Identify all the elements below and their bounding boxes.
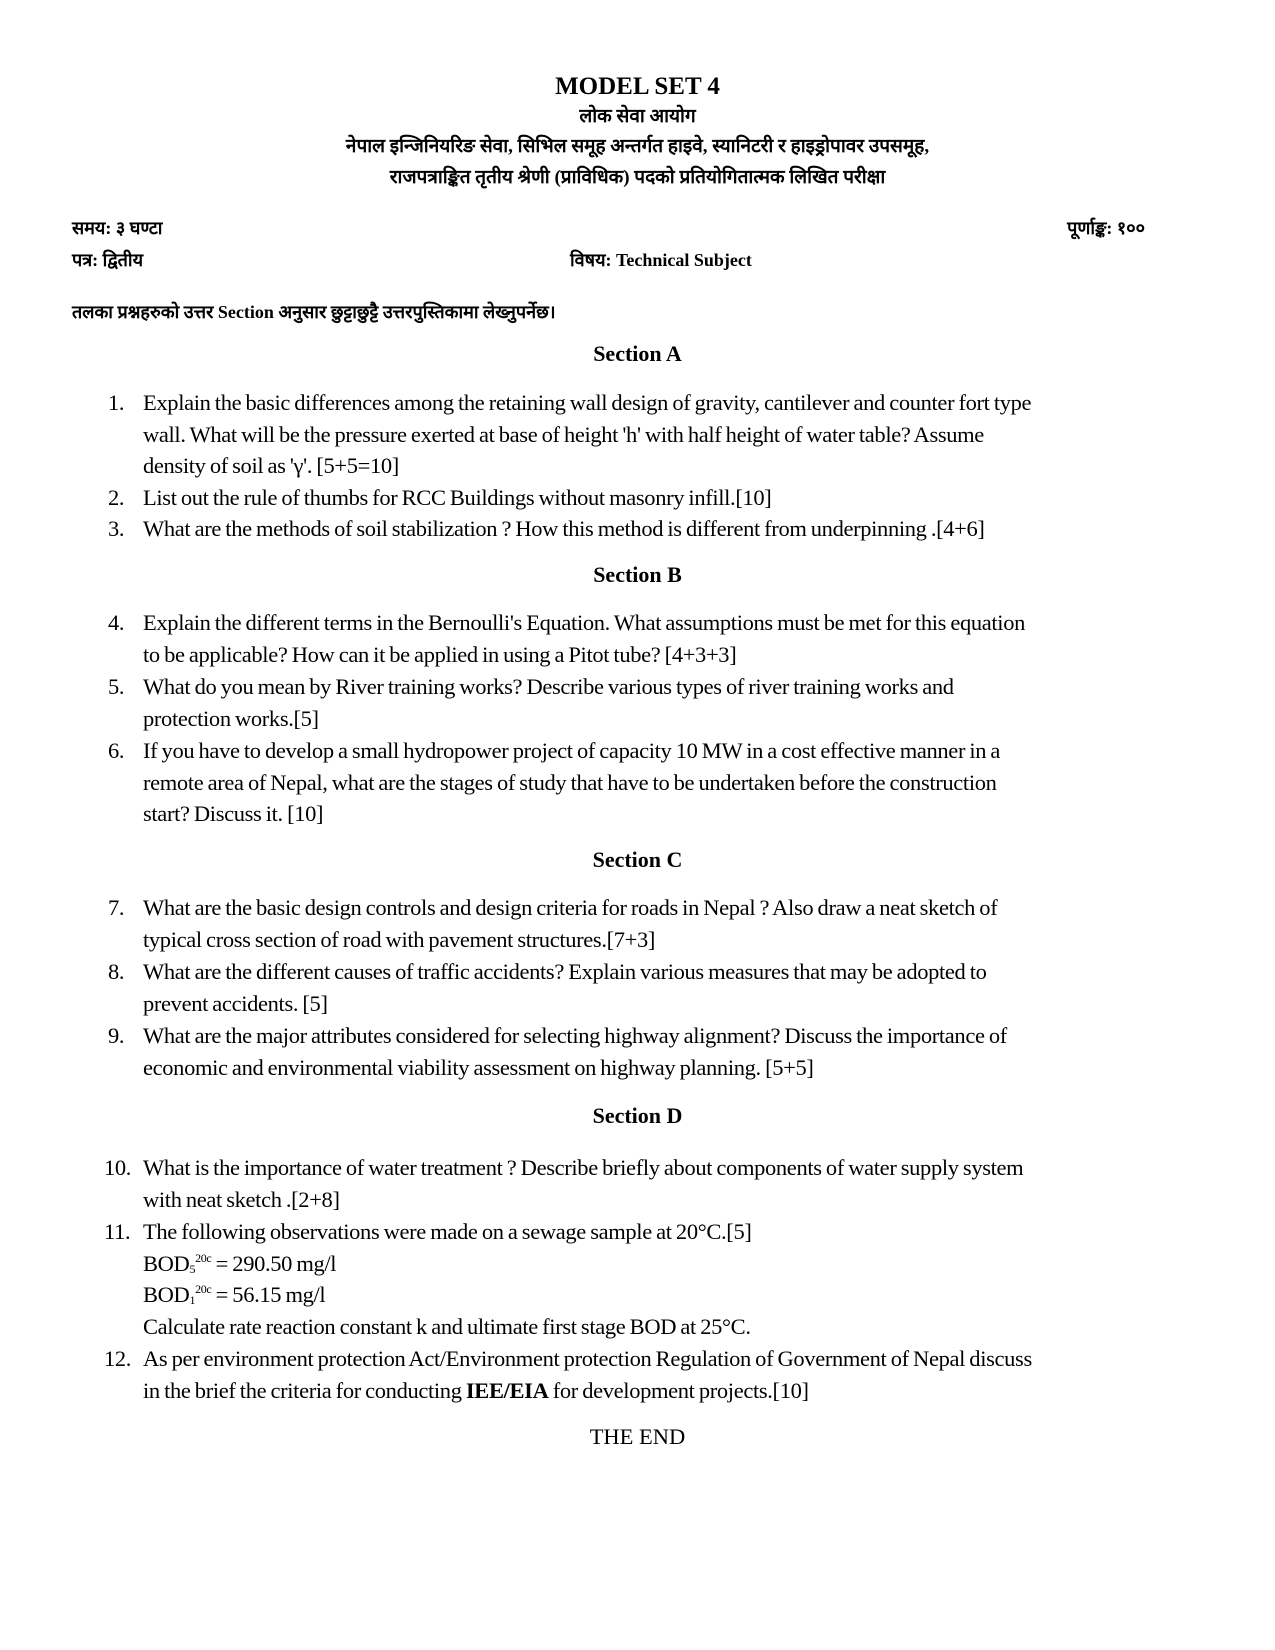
question-text: remote area of Nepal, what are the stages of study that have to be undertaken before the construction — [143, 769, 997, 795]
exam-subject: विषय: Technical Subject — [570, 250, 752, 270]
paper-number: पत्र: द्वितीय — [72, 250, 144, 270]
section-heading-d: Section D — [592, 1103, 683, 1128]
question-3 — [108, 513, 1268, 545]
exam-instruction: तलका प्रश्नहरुको उत्तर Section अनुसार छुट्टाछुट्टै उत्तरपुस्तिकामा लेख्नुपर्नेछ। — [72, 302, 556, 322]
bod-superscript: 20c — [195, 1250, 212, 1265]
question-text: Explain the different terms in the Bernoulli's Equation. What assumptions must be met for this equation — [143, 610, 1026, 635]
question-number: 2. — [108, 485, 125, 510]
question-number: 9. — [108, 1023, 125, 1048]
question-text: prevent accidents. [5] — [143, 990, 328, 1016]
bod1-observation — [143, 1279, 1264, 1311]
question-text: start? Discuss it. [10] — [143, 801, 324, 826]
question-number: 6. — [108, 738, 125, 763]
exam-subtitle-line2: राजपत्राङ्कित तृतीय श्रेणी (प्राविधिक) पदको प्रतियोगितात्मक लिखित परीक्षा — [389, 167, 886, 188]
exam-subtitle-line1: नेपाल इन्जिनियरिङ सेवा, सिभिल समूह अन्तर्गत हाइवे, स्यानिटरी र हाइड्रोपावर उपसमूह, — [345, 136, 930, 157]
bod-superscript: 20c — [195, 1282, 212, 1296]
question-text: What are the methods of soil stabilization ? How this method is different from underpinning .[4+6] — [143, 516, 985, 541]
question-11 — [104, 1216, 1264, 1342]
bod-value: = 290.50 mg/l — [211, 1250, 337, 1276]
question-text: protection works.[5] — [143, 705, 319, 731]
question-9 — [108, 1020, 1268, 1083]
question-10 — [104, 1152, 1264, 1215]
question-text: What are the different causes of traffic accidents? Explain various measures that may be adopted to — [143, 959, 987, 984]
question-text: with neat sketch .[2+8] — [143, 1186, 340, 1212]
question-text: Explain the basic differences among the retaining wall design of gravity, cantilever and counter fort type — [143, 390, 1032, 415]
bod-value: = 56.15 mg/l — [211, 1282, 326, 1307]
question-number: 8. — [108, 959, 125, 984]
question-number: 11. — [104, 1219, 131, 1244]
question-number: 5. — [108, 674, 125, 699]
question-text: to be applicable? How can it be applied in using a Pitot tube? [4+3+3] — [143, 641, 737, 667]
exam-time: समय: ३ घण्टा — [72, 218, 163, 238]
organization-name: लोक सेवा आयोग — [579, 106, 696, 127]
question-text: List out the rule of thumbs for RCC Buildings without masonry infill.[10] — [143, 485, 772, 510]
question-text: for development projects.[10] — [548, 1377, 809, 1403]
question-text: What do you mean by River training works? Describe various types of river training works and — [143, 674, 954, 699]
bod-label: BOD — [143, 1282, 190, 1307]
question-4 — [108, 607, 1268, 670]
bod-label: BOD — [143, 1250, 190, 1276]
question-number: 1. — [108, 390, 125, 415]
bod-subscript: 1 — [189, 1293, 196, 1307]
question-text: Calculate rate reaction constant k and ultimate first stage BOD at 25°C. — [143, 1313, 751, 1339]
question-number: 12. — [104, 1346, 132, 1371]
question-text: What are the major attributes considered for selecting highway alignment? Discuss the importance of — [143, 1023, 1007, 1048]
question-text: What are the basic design controls and design criteria for roads in Nepal ? Also draw a neat sketch of — [143, 895, 998, 920]
emphasis-text: IEE/EIA — [465, 1377, 549, 1403]
section-heading-c: Section C — [592, 847, 683, 872]
full-marks: पूर्णाङ्क: १०० — [1067, 218, 1145, 238]
question-text: typical cross section of road with pavement structures.[7+3] — [143, 926, 656, 952]
question-8 — [108, 956, 1268, 1019]
question-text: in the brief the criteria for conducting — [143, 1377, 466, 1403]
question-6 — [108, 735, 1268, 830]
question-text: If you have to develop a small hydropower project of capacity 10 MW in a cost effective manner in a — [143, 738, 1001, 763]
question-7 — [108, 892, 1268, 955]
question-1 — [108, 387, 1268, 482]
question-text: As per environment protection Act/Environment protection Regulation of Government of Nepal discuss — [143, 1346, 1032, 1371]
question-number: 10. — [104, 1155, 132, 1180]
question-text-line2 — [143, 1375, 1264, 1407]
question-text: density of soil as 'γ'. [5+5=10] — [143, 453, 399, 478]
question-text: What is the importance of water treatment ? Describe briefly about components of water supply system — [143, 1155, 1024, 1180]
question-5 — [108, 671, 1268, 734]
section-heading-b: Section B — [593, 562, 682, 587]
question-number: 4. — [108, 610, 125, 635]
document-title: MODEL SET 4 — [555, 73, 720, 100]
question-2 — [108, 482, 1268, 514]
question-number: 3. — [108, 516, 125, 541]
question-text: economic and environmental viability assessment on highway planning. [5+5] — [143, 1054, 814, 1080]
bod-subscript: 5 — [189, 1261, 196, 1276]
section-heading-a: Section A — [593, 341, 682, 366]
question-number: 7. — [108, 895, 125, 920]
question-text: wall. What will be the pressure exerted at base of height 'h' with half height of water table? Assume — [143, 421, 984, 447]
question-12 — [104, 1343, 1264, 1406]
question-text: The following observations were made on a sewage sample at 20°C.[5] — [143, 1219, 752, 1244]
document-footer: THE END — [589, 1424, 686, 1449]
bod5-observation — [143, 1248, 1264, 1280]
